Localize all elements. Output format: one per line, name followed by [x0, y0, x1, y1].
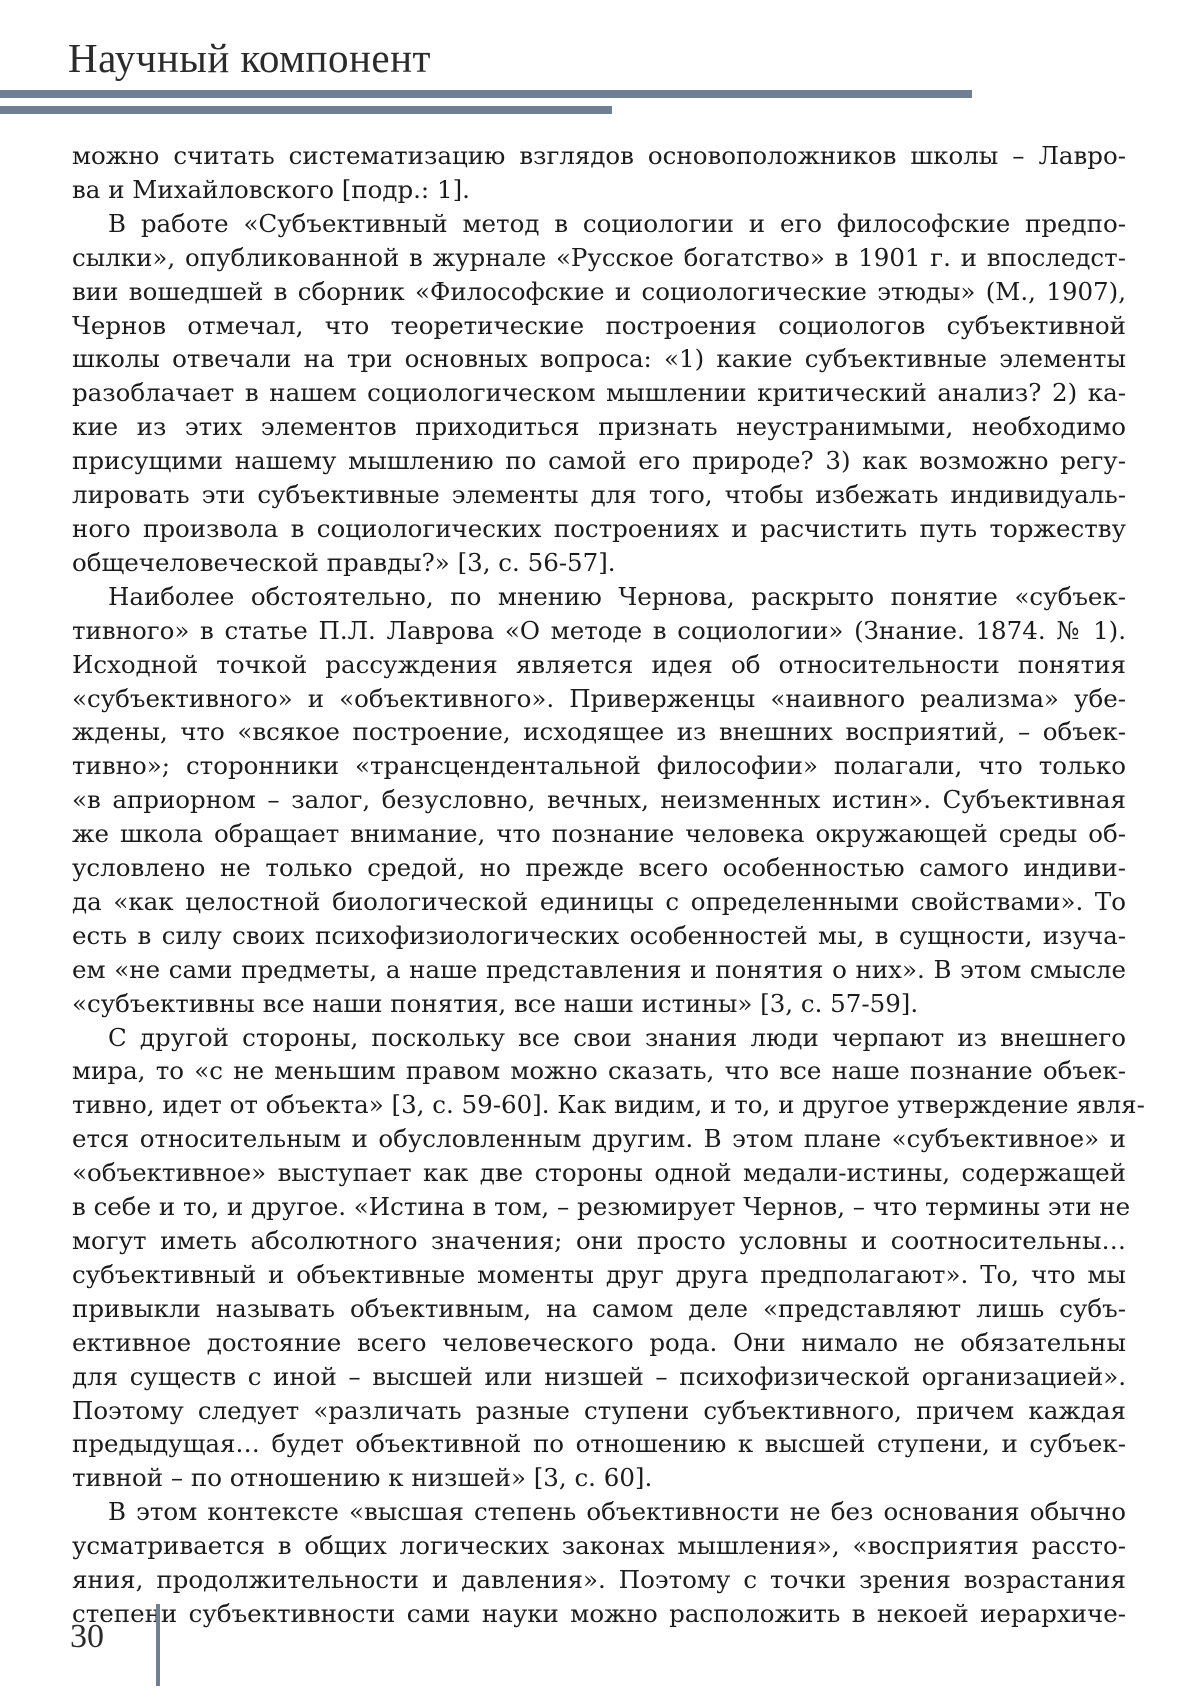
text-line: есть в силу своих психофизиологических особенностей мы, в сущности, изуча-: [72, 919, 1126, 953]
text-line: ективное достояние всего человеческого рода. Они нимало не обязательны: [72, 1326, 1126, 1360]
paragraph: [72, 139, 1126, 207]
text-line: ва и Михайловского [подр.: 1].: [72, 173, 1126, 207]
text-line: «объективное» выступает как две стороны одной медали-истины, содержащей: [72, 1156, 1126, 1190]
text-line: Поэтому следует «различать разные ступени субъективного, причем каждая: [72, 1394, 1126, 1428]
text-line: тивно, идет от объекта» [3, с. 59-60]. Как видим, и то, и другое утверждение явля-: [72, 1088, 1126, 1122]
text-line: С другой стороны, поскольку все свои знания люди черпают из внешнего: [72, 1021, 1126, 1055]
page-number-rule: [156, 1604, 160, 1686]
header-rule-short: [0, 106, 612, 114]
text-line: ного произвола в социологических построениях и расчистить путь торжеству: [72, 512, 1126, 546]
text-line: яния, продолжительности и давления». Поэтому с точки зрения возрастания: [72, 1563, 1126, 1597]
text-line: школы отвечали на три основных вопроса: «1) какие субъективные элементы: [72, 342, 1126, 376]
text-line: да «как целостной биологической единицы с определенными свойствами». То: [72, 885, 1126, 919]
text-line: могут иметь абсолютного значения; они просто условны и соотносительны…: [72, 1224, 1126, 1258]
text-line: усматривается в общих логических законах мышления», «восприятия рассто-: [72, 1529, 1126, 1563]
text-line: кие из этих элементов приходиться признать неустранимыми, необходимо: [72, 410, 1126, 444]
section-title: Научный компонент: [68, 34, 431, 82]
text-line: сылки», опубликованной в журнале «Русское богатство» в 1901 г. и впоследст-: [72, 241, 1126, 275]
text-line: «субъективного» и «объективного». Приверженцы «наивного реализма» убе-: [72, 682, 1126, 716]
text-line: Наиболее обстоятельно, по мнению Чернова, раскрыто понятие «субъек-: [72, 580, 1126, 614]
text-line: привыкли называть объективным, на самом деле «представляют лишь субъ-: [72, 1292, 1126, 1326]
text-line: вии вошедшей в сборник «Философские и социологические этюды» (М., 1907),: [72, 275, 1126, 309]
text-line: же школа обращает внимание, что познание человека окружающей среды об-: [72, 817, 1126, 851]
text-line: степени субъективности сами науки можно расположить в некоей иерархиче-: [72, 1597, 1126, 1631]
paragraph: [72, 1021, 1126, 1496]
text-line: можно считать систематизацию взглядов основоположников школы – Лавро-: [72, 139, 1126, 173]
text-line: присущими нашему мышлению по самой его природе? 3) как возможно регу-: [72, 444, 1126, 478]
text-line: для существ с иной – высшей или низшей – психофизической организацией».: [72, 1360, 1126, 1394]
paragraph: [72, 1495, 1126, 1631]
text-line: «в априорном – залог, безусловно, вечных, неизменных истин». Субъективная: [72, 783, 1126, 817]
text-line: ем «не сами предметы, а наше представления и понятия о них». В этом смысле: [72, 953, 1126, 987]
text-line: тивно»; сторонники «трансцендентальной философии» полагали, что только: [72, 749, 1126, 783]
paragraph: [72, 580, 1126, 1021]
text-line: общечеловеческой правды?» [3, с. 56-57].: [72, 546, 1126, 580]
header-rule-long: [0, 90, 972, 98]
page-number: 30: [70, 1618, 104, 1656]
text-line: Чернов отмечал, что теоретические построения социологов субъективной: [72, 309, 1126, 343]
text-line: мира, то «с не меньшим правом можно сказать, что все наше познание объек-: [72, 1054, 1126, 1088]
text-line: лировать эти субъективные элементы для того, чтобы избежать индивидуаль-: [72, 478, 1126, 512]
text-line: тивного» в статье П.Л. Лаврова «О методе в социологии» (Знание. 1874. № 1).: [72, 614, 1126, 648]
text-line: тивной – по отношению к низшей» [3, с. 60].: [72, 1461, 1126, 1495]
text-line: В работе «Субъективный метод в социологии и его философские предпо-: [72, 207, 1126, 241]
text-line: «субъективны все наши понятия, все наши истины» [3, с. 57-59].: [72, 987, 1126, 1021]
text-line: субъективный и объективные моменты друг друга предполагают». То, что мы: [72, 1258, 1126, 1292]
paragraph: [72, 207, 1126, 580]
text-line: ждены, что «всякое построение, исходящее из внешних восприятий, – объек-: [72, 715, 1126, 749]
text-line: ется относительным и обусловленным другим. В этом плане «субъективное» и: [72, 1122, 1126, 1156]
text-line: условлено не только средой, но прежде всего особенностью самого индиви-: [72, 851, 1126, 885]
text-line: разоблачает в нашем социологическом мышлении критический анализ? 2) ка-: [72, 376, 1126, 410]
text-line: предыдущая… будет объективной по отношению к высшей ступени, и субъек-: [72, 1427, 1126, 1461]
text-line: Исходной точкой рассуждения является идея об относительности понятия: [72, 648, 1126, 682]
text-line: в себе и то, и другое. «Истина в том, – резюмирует Чернов, – что термины эти не: [72, 1190, 1126, 1224]
text-line: В этом контексте «высшая степень объективности не без основания обычно: [72, 1495, 1126, 1529]
article-body: [72, 139, 1126, 1631]
